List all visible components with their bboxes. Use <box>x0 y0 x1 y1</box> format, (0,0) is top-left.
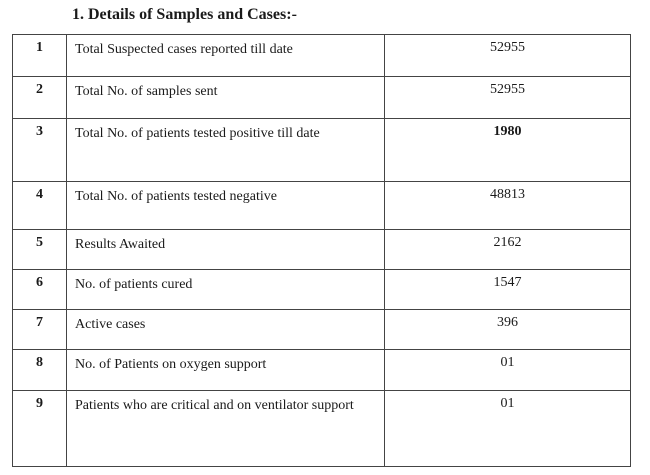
table-row <box>13 119 631 182</box>
table-row <box>13 182 631 230</box>
row-value: 01 <box>385 350 631 391</box>
table-row <box>13 35 631 77</box>
row-number: 7 <box>13 310 67 350</box>
row-description: Total No. of patients tested negative <box>67 182 385 230</box>
row-value: 1980 <box>385 119 631 182</box>
section-heading: 1. Details of Samples and Cases:- <box>72 6 297 23</box>
table-row <box>13 230 631 270</box>
row-description: Total No. of samples sent <box>67 77 385 119</box>
row-value: 01 <box>385 391 631 467</box>
row-number: 1 <box>13 35 67 77</box>
table-row <box>13 391 631 467</box>
row-description: Total No. of patients tested positive till date <box>67 119 385 182</box>
row-number: 9 <box>13 391 67 467</box>
row-description: No. of patients cured <box>67 270 385 310</box>
row-number: 6 <box>13 270 67 310</box>
row-value: 2162 <box>385 230 631 270</box>
row-description: Total Suspected cases reported till date <box>67 35 385 77</box>
row-description: Results Awaited <box>67 230 385 270</box>
row-number: 2 <box>13 77 67 119</box>
row-value: 52955 <box>385 35 631 77</box>
row-description: No. of Patients on oxygen support <box>67 350 385 391</box>
table-row <box>13 310 631 350</box>
row-number: 4 <box>13 182 67 230</box>
row-value: 52955 <box>385 77 631 119</box>
table-row <box>13 350 631 391</box>
row-number: 5 <box>13 230 67 270</box>
table-row <box>13 270 631 310</box>
row-value: 396 <box>385 310 631 350</box>
row-value: 1547 <box>385 270 631 310</box>
row-description: Active cases <box>67 310 385 350</box>
row-description: Patients who are critical and on ventilator support <box>67 391 385 467</box>
row-number: 3 <box>13 119 67 182</box>
cases-table <box>12 34 631 467</box>
row-number: 8 <box>13 350 67 391</box>
table-row <box>13 77 631 119</box>
row-value: 48813 <box>385 182 631 230</box>
